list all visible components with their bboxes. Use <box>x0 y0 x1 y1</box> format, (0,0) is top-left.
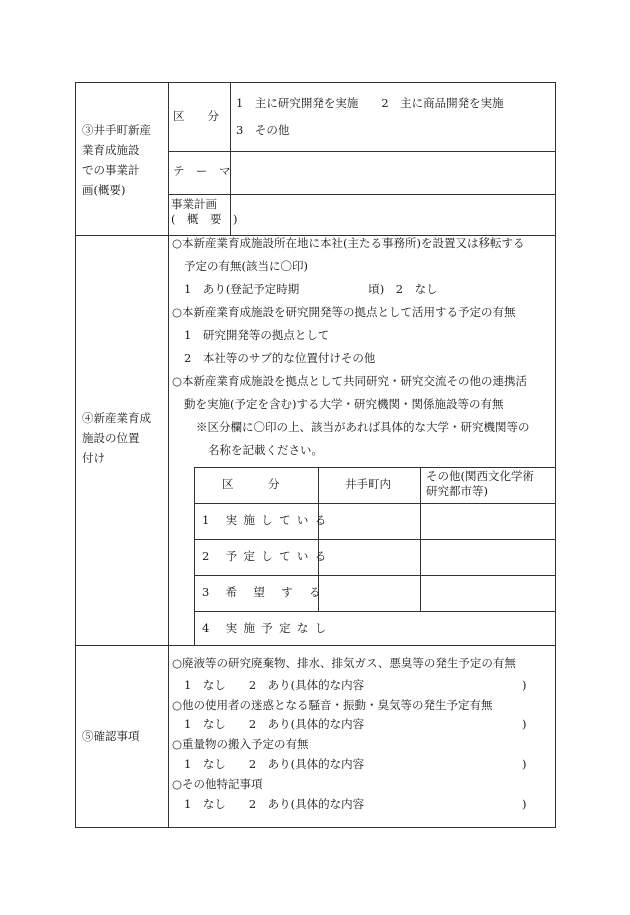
s4-line-5: 1 研究開発等の拠点として <box>184 328 330 342</box>
s4-table-row-1: 1 実施している <box>202 513 333 527</box>
s4-table-row2 <box>194 539 556 540</box>
s4-line-2: 予定の有無(該当に〇印) <box>184 259 308 273</box>
s5-line-8: 1 なし 2 あり(具体的な内容 <box>184 797 365 811</box>
s5-line-4: 1 なし 2 あり(具体的な内容 <box>184 717 365 731</box>
divider-s3-row2 <box>168 194 556 195</box>
s4-table-row-3: 3 希 望 す る <box>202 585 327 599</box>
s5-line-2: 1 なし 2 あり(具体的な内容 <box>184 678 365 692</box>
s4-line-9: ※区分欄に〇印の上、該当があれば具体的な大学・研究機関等の <box>196 420 530 434</box>
s5-paren-1: ) <box>522 678 527 692</box>
divider-section4-5 <box>75 645 556 646</box>
s5-paren-4: ) <box>522 797 527 811</box>
s4-line-6: 2 本社等のサブ的な位置付けその他 <box>184 351 376 365</box>
s4-table-row-2: 2 予定している <box>202 549 333 563</box>
s4-table-header-other-1: その他(関西文化学術 <box>426 469 534 483</box>
s4-line-8: 動を実施(予定を含む)する大学・研究機関・関係施設等の有無 <box>184 397 504 411</box>
s3-kubun-label: 区 分 <box>173 109 219 123</box>
s4-table-top <box>194 467 556 468</box>
s5-line-6: 1 なし 2 あり(具体的な内容 <box>184 757 365 771</box>
divider-s3-row1 <box>168 151 556 152</box>
s5-line-1: ○廃液等の研究廃棄物、排水、排気ガス、悪臭等の発生予定の有無 <box>172 656 516 670</box>
s4-table-row-4: 4 実施予定なし <box>202 621 333 635</box>
s3-plan-label-line2: ( 概 要 ) <box>171 212 238 226</box>
section3-label: ③井手町新産 業育成施設 での事業計 画(概要) <box>82 123 151 197</box>
s5-paren-2: ) <box>522 717 527 731</box>
s5-paren-3: ) <box>522 757 527 771</box>
s4-line-1: ○本新産業育成施設所在地に本社(主たる事務所)を設置又は移転する <box>172 236 525 250</box>
s4-line-3: 1 あり(登記予定時期 頃) 2 なし <box>184 282 438 296</box>
s4-line-7: ○本新産業育成施設を拠点として共同研究・研究交流その他の連携活 <box>172 374 528 388</box>
label-column-divider <box>168 82 169 828</box>
s4-line-4: ○本新産業育成施設を研究開発等の拠点として活用する予定の有無 <box>172 305 516 319</box>
s5-line-3: ○他の使用者の迷惑となる騒音・振動・臭気等の発生予定有無 <box>172 698 493 712</box>
s4-table-header-ide: 井手町内 <box>345 477 391 491</box>
s3-theme-label: テ ー マ <box>173 164 231 178</box>
s3-kubun-line2: 3 その他 <box>236 123 290 137</box>
s4-table-left <box>194 467 195 645</box>
s4-table-row3 <box>194 575 556 576</box>
s4-line-10: 名称を記載ください。 <box>208 443 323 457</box>
s3-kubun-line1: 1 主に研究開発を実施 2 主に商品開発を実施 <box>236 96 504 110</box>
s4-table-header-kubun: 区 分 <box>222 477 280 491</box>
s3-plan-label-line1: 事業計画 <box>171 197 217 211</box>
s4-table-header-other-2: 研究都市等) <box>426 484 488 498</box>
s4-table-col2 <box>420 467 421 611</box>
s5-line-5: ○重量物の搬入予定の有無 <box>172 737 309 751</box>
section5-label: ⑤確認事項 <box>82 729 140 743</box>
s4-table-row4 <box>194 611 556 612</box>
section4-label: ④新産業育成 施設の位置 付け <box>82 411 151 465</box>
s5-line-7: ○その他特記事項 <box>172 777 263 791</box>
s4-table-row1 <box>194 503 556 504</box>
